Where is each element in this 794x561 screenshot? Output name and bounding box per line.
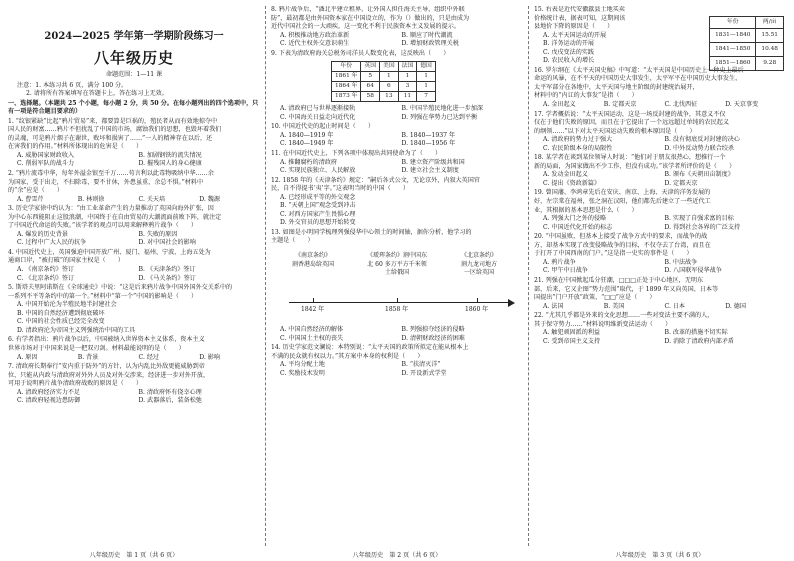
option-b[interactable]: B. “天朝上国”观念受到冲击 (280, 202, 356, 210)
option-b[interactable]: B. 洋务运动的开展 (543, 40, 595, 48)
question-stem: 21. 列强在中国掀起瓜分狂潮，□□□正处于中心地区，无明东 (534, 276, 704, 284)
option-c[interactable]: C. 北伐西征 (664, 101, 698, 109)
question-stem: 其于保守势力……”材料说明维新变法运动（ ） (534, 320, 672, 328)
option-b[interactable]: B. 改革的措施不切实际 (664, 329, 728, 337)
exam-scope: 命题范围：1—11 课 (105, 71, 163, 78)
option-a[interactable]: A. 中国开始沦为半殖民地半封建社会 (17, 301, 117, 309)
option-c[interactable]: C. 《北京条约》签订 (17, 274, 75, 282)
question-6 (8, 336, 260, 362)
option-a[interactable]: A. 中国自然经济的解体 (280, 326, 344, 334)
option-d[interactable]: D. 开设新式学堂 (401, 369, 447, 377)
question-stem: 6. 有学者指出：鸦片战争以后，中国被纳入世界资本主义体系，资本主义 (8, 336, 205, 344)
question-stem: 了中国近代命运的失败。”该学者的观点可以用来解释鸦片战争（ ） (8, 222, 197, 230)
option-c[interactable]: C. 农民阶级本身的局限性 (543, 144, 613, 152)
timeline-event-text: 《南京条约》 (294, 252, 331, 260)
option-c[interactable]: C. 提出《资政新篇》 (543, 179, 601, 187)
option-c[interactable]: C. 清政府轻视边患防御 (17, 397, 81, 405)
option-b[interactable]: B. 背景 (77, 353, 99, 361)
option-d[interactable]: D. 武器落后，装备松弛 (138, 397, 202, 405)
option-d[interactable]: D. 摧残国人的身心健康 (138, 160, 202, 168)
question-stem: 世界市场对于中国来说是一把双刃剑。材料最能说明的是（ ） (8, 344, 185, 352)
table-cell: 10.48 (756, 43, 784, 57)
table-row (332, 72, 436, 82)
question-stem: 的纲领……”以下对太平天国运动失败的根本原因是（ ） (534, 127, 696, 135)
question-stem: 仅在于他们失败的原因，而且在于它提出了一个远远超过单纯的农民起义 (534, 119, 729, 127)
table-cell: 13 (380, 92, 399, 102)
option-c[interactable]: C. 削弱军队的战斗力 (17, 160, 75, 168)
note-line: 注意：1. 本练习共 6 页，满分 100 分。 (17, 81, 128, 89)
table-header: 德国 (417, 62, 436, 72)
option-c[interactable]: C. 甲午中日战争 (543, 267, 588, 275)
option-a[interactable]: A. 1840—1919 年 (280, 131, 334, 139)
option-b[interactable]: B. 清政府怀有侥幸心理 (138, 388, 202, 396)
table-cell: 64 (361, 82, 380, 92)
timeline-event-text: 割九龙司地方 (460, 260, 497, 268)
table-cell: 3 (398, 82, 417, 92)
option-d[interactable]: D. 对中国社会的影响 (138, 239, 196, 247)
question-stem: 16. 罗尔纲在《太平天国史稿》中写道：“太平天国是中国历史上一种史上最后 (534, 66, 744, 74)
table-cell: 1 (398, 72, 417, 82)
option-d[interactable]: D. 德国 (725, 302, 746, 310)
timeline-tick (313, 298, 314, 303)
question-4 (8, 249, 260, 283)
question-stem: 7. 清政府长期奉行“安内重于防外”的方针，认为内乱比外敌更能威胁到帝 (8, 363, 205, 371)
question-stem: 县地价下降的原因是（ ） (534, 23, 614, 31)
table-cell: 1 (417, 82, 436, 92)
timeline-event-text: 土给俄国 (384, 269, 409, 277)
question-stem: 10. 中国近代史的起止时间是（ ） (271, 123, 375, 131)
section-heading: 一、选择题。（本题共 25 个小题，每小题 2 分，共 50 分。在每小题列出的四个选项中，只有一项是符合题目要求的） (8, 99, 259, 116)
question-stem: 4. 中国近代史上，英国强迫中国开放广州、厦门、福州、宁波、上海五处为 (8, 248, 211, 256)
exam-subject-title: 八年级历史 (93, 49, 174, 67)
option-d[interactable]: D. 增加财政管理关税 (401, 40, 459, 48)
option-a[interactable]: A. 曹雪芹 (17, 195, 44, 203)
question-1 (8, 118, 260, 169)
option-b[interactable]: B. 1840—1937 年 (401, 131, 455, 139)
option-c[interactable]: C. 受到帝国主义支持 (543, 337, 601, 345)
column-divider-left (265, 6, 266, 546)
option-a[interactable]: A. 法国 (543, 302, 564, 310)
option-d[interactable]: D. 列强在华势力已达到平衡 (401, 113, 478, 121)
question-stem: 在害我们的作用。”材料所体现出的危害是（ ） (8, 143, 143, 151)
option-a[interactable]: A. 发动金田起义 (543, 171, 588, 179)
table-header-row (332, 62, 436, 72)
question-stem: 的“余”应是（ ） (8, 187, 63, 195)
timeline-event-text: 割香港岛给英国 (291, 260, 334, 268)
table-cell: 5 (361, 72, 380, 82)
option-c[interactable]: C. 戊戌变法的实践 (543, 48, 594, 56)
timeline-year: 1858 年 (385, 306, 409, 314)
question-stem: 于打开了中国西南的门户。”这是指一史实的事件是（ ） (534, 250, 693, 258)
question-8 (271, 6, 523, 49)
option-a[interactable]: A. 积极推动地方政治革新 (280, 31, 350, 39)
option-c[interactable]: C. 中国海关日益走向近代化 (280, 113, 356, 121)
option-c[interactable]: C. 1840—1949 年 (280, 140, 334, 148)
question-stem: 3. 历史学家徐中约认为：“由工业革命产生的力量推动了英国向海外扩张，因 (8, 205, 214, 213)
option-d[interactable]: D. 外交官员的思想开始转变 (280, 219, 356, 227)
column-divider-right (528, 6, 529, 546)
option-a[interactable]: A. 太平天国运动的开展 (543, 31, 607, 39)
question-stem: 防”，最初都是由外国资本家在中国设立的，作为（）做出的，只是由成为 (271, 14, 470, 22)
option-c[interactable]: C. 过程中广大人民的抗争 (17, 239, 87, 247)
option-d[interactable]: D. 得到社会各界的广泛支持 (664, 223, 741, 231)
table-cell: 1831—1840 (710, 29, 756, 43)
table-row (710, 29, 784, 43)
table-cell: 1841—1850 (710, 43, 756, 57)
question-stem: 部，后来，它又企图“势力范围”取代，于 1899 年又向英国、日本等 (534, 285, 719, 293)
question-14 (271, 344, 523, 378)
option-d[interactable]: D. 建立社会主义制度 (401, 167, 459, 175)
table-cell: 1861 年 (332, 72, 361, 82)
option-d[interactable]: D. 魏源 (199, 195, 220, 203)
question-15 (534, 6, 786, 66)
timeline-arrow-icon (508, 299, 515, 307)
option-a[interactable]: A. 平均分配土地 (280, 361, 325, 369)
table-header: 两/亩 (756, 17, 784, 29)
table-cell: 11 (398, 92, 417, 102)
option-a[interactable]: A. 原因 (17, 353, 38, 361)
option-b[interactable]: B. 建立资产阶级共和国 (401, 158, 465, 166)
option-b[interactable]: B. 《天津条约》签订 (138, 266, 196, 274)
option-b[interactable]: B. 中法战争 (664, 258, 698, 266)
page-column-1 (8, 6, 260, 554)
option-c[interactable]: C. 日本 (664, 302, 686, 310)
question-stem: 业，其根据的基本思想是什么（ ） (534, 206, 638, 214)
option-b[interactable]: B. 实现了自强求富的目标 (664, 215, 734, 223)
timeline-tick (477, 298, 478, 303)
table-cell: 6 (380, 82, 399, 92)
timeline-event-1 (283, 252, 343, 269)
table-row (332, 92, 436, 102)
table-header-row (710, 17, 784, 29)
option-b[interactable]: B. “扶清灭洋” (401, 361, 441, 369)
option-c[interactable]: C. 中国近代化开始的标志 (543, 223, 613, 231)
question-stem: 11. 在中国近代史上，下列各项中体现出共同使命为了（ ） (271, 150, 442, 158)
timeline-year: 1860 年 (465, 306, 489, 314)
question-stem: 15. 右表是近代安徽歙县土地买卖 (534, 6, 625, 13)
table-cell: 1 (380, 72, 399, 82)
question-10 (271, 123, 523, 149)
option-b[interactable]: B. 加剧钢铁的流失情况 (138, 151, 202, 159)
option-d[interactable]: D. 农民收入的增长 (543, 57, 595, 65)
question-9 (271, 50, 523, 123)
option-c[interactable]: C. 关天培 (138, 195, 166, 203)
table-cell: 58 (361, 92, 380, 102)
timeline-axis (289, 302, 509, 303)
option-b[interactable]: B. 林则徐 (77, 195, 105, 203)
question-stem: 不满的民众就有权以力。”其方案中本身的权利是（ ） (271, 352, 424, 360)
option-b[interactable]: B. 顺应了时代潮流 (401, 31, 453, 39)
question-17 (534, 111, 786, 154)
question-22 (534, 312, 786, 346)
timeline-event-text: 《瑷珲条约》割中国东 (366, 252, 427, 260)
timeline-year: 1842 年 (301, 306, 325, 314)
option-a[interactable]: A. 触犯顽固派的利益 (543, 329, 601, 337)
note-line: 2. 请将所有答案填写在答题卡上，答在练习上无效。 (26, 90, 168, 98)
question-13 (271, 229, 523, 343)
option-d[interactable]: D. 清政府沦为帝国主义列强统治中国的工具 (17, 326, 136, 334)
question-11 (271, 150, 523, 176)
question-stem: 12. 1858 年的《天津条约》规定：“嗣后各式公文，无论京外，内叙大英国官 (271, 176, 480, 184)
page-column-3 (534, 6, 786, 554)
question-stem: 价格统计表，据表可知，这期间该 (534, 14, 626, 22)
question-stem: 2. “鸦片流毒中华，每年外溢金银至千万……苟言利以此毒物吸纳中华……余 (8, 170, 214, 178)
page-column-2 (271, 6, 523, 554)
question-stem: 20. “中国虽败，但基本上接受了战争方式中的要求，而战争的战 (534, 233, 708, 241)
question-stem: 14. 历史学家范文澜说：本特别说：“太平天国的政策所拟定在能从根本上 (271, 344, 469, 352)
page-footer-2: 八年级历史 第 2 页（共 6 页） (352, 552, 442, 559)
option-b[interactable]: B. 颁布《天朝田亩制度》 (664, 171, 734, 179)
option-b[interactable]: B. 列强掠夺经济的侵略 (401, 326, 465, 334)
table-cell: 1873 年 (332, 92, 361, 102)
option-a[interactable]: A. 爆发的历史背景 (17, 230, 68, 238)
option-a[interactable]: A. 已经形成平等的外交观念 (280, 193, 356, 201)
table-header: 年份 (332, 62, 361, 72)
question-stem: 民，自不得提书‘夷’字。”这表明当时的中国（ ） (271, 185, 410, 193)
question-stem: 5. 斯塔夫里阿诺斯在《全球通史》中说：“这是后来鸦片战争中国外国外交关系中的 (8, 284, 233, 292)
option-d[interactable]: D. 定都天京 (664, 179, 698, 187)
table-cell: 7 (417, 92, 436, 102)
question-stem: 主题是（ ） (271, 237, 314, 245)
option-b[interactable]: B. 没有彻底反对封建的决心 (664, 136, 740, 144)
option-b[interactable]: B. 中国半殖民地化进一步加深 (401, 105, 483, 113)
option-d[interactable]: D. 消除了清政府内部矛盾 (664, 337, 734, 345)
table-row (332, 82, 436, 92)
question-stem: 国提出“门户开放”政策，“□□”应是（ ） (534, 294, 656, 302)
option-d[interactable]: D. 清朝财政经济的困难 (401, 334, 465, 342)
table-header: 年份 (710, 17, 756, 29)
question-stem: 1. “纹银紧缺”比起“鸦片贸易”来，都要算是巨祸的，殖民者从而有效地掠夺中 (8, 117, 218, 125)
option-b[interactable]: B. 中国的自然经济遭到彻底破坏 (17, 309, 105, 317)
question-stem: 国人民的财富……鸦片不但扰乱了中国的市场，腐蚀我们的思想，也毁坏着我们 (8, 126, 222, 134)
table-header: 美国 (380, 62, 399, 72)
question-5 (8, 284, 260, 335)
timeline-event-text: 《北京条约》 (460, 252, 497, 260)
table-header: 英国 (361, 62, 380, 72)
timeline-event-2 (355, 252, 439, 278)
option-a[interactable]: A. 威胁国家财政收入 (17, 151, 75, 159)
question-stem: 新的局面，为国家做出不少工作，但没有成功。”该学者所评价的是（ ） (534, 162, 736, 170)
question-stem: 的灵魂，可是鸦片烟子在谢世，败坏和损害了……”一人的精神存在以后，还 (8, 134, 213, 142)
question-stem: 18. 某学者在谈到某位领导人时说：“他们对于朋友很热心，想推行一个 (534, 154, 726, 162)
option-a[interactable]: A. 列强大门之外的侵略 (543, 215, 607, 223)
question-stem: 19. 曾国藩、李鸿章先后在安庆、南京、上海、天津的洋务发展的 (534, 189, 711, 197)
question-stem: 好，左宗棠在福州，张之洞在汉阳，他们都先后建立了一些近代工 (534, 198, 711, 206)
option-a[interactable]: A. 鸦片战争 (543, 258, 576, 266)
page-footer-3: 八年级历史 第 3 页（共 6 页） (615, 552, 705, 559)
timeline-tick (397, 298, 398, 303)
question-stem: 方，却基本实现了改变侵略战争的目标，不仅夺去了台湾，而且在 (534, 241, 711, 249)
option-b[interactable]: B. 定都天京 (603, 101, 637, 109)
table-header: 法国 (398, 62, 417, 72)
option-a[interactable]: A. 清政府的势力过于强大 (543, 136, 613, 144)
option-a[interactable]: A. 清政府经济实力不足 (17, 388, 81, 396)
question-stem: 22. “尤其几乎都是外来的文化思想……一些对变法主要不满的人， (534, 312, 714, 320)
timeline-event-text: 北 60 多万平方千米领 (367, 260, 427, 268)
option-a[interactable]: A. 清政府已与世界逐渐接轨 (280, 105, 356, 113)
option-c[interactable]: C. 近代主权外交意识萌生 (280, 40, 350, 48)
option-d[interactable]: D. 影响 (199, 353, 220, 361)
question-2 (8, 170, 260, 204)
table-cell: 1864 年 (332, 82, 361, 92)
question-stem: 太平军部分在各地中，太平天国与地主阶级的封建统治展开， (534, 83, 699, 91)
question-20 (534, 233, 786, 276)
timeline-event-3 (447, 252, 511, 278)
option-c[interactable]: C. 中国的社会性质已经完全改变 (17, 318, 105, 326)
table-cell: 15.51 (756, 29, 784, 43)
option-a[interactable]: A. 《南京条约》签订 (17, 266, 75, 274)
exam-year-title: 2024—2025 学年第一学期阶段练习一 (44, 31, 224, 42)
question-stem: 为中心东西能阻止这股浪潮，中国终于在自由贸易的大潮流面前败下阵，就注定 (8, 213, 222, 221)
land-price-table (709, 16, 784, 71)
question-stem: 可用于说明鸦片战争清政府战败的原因是（ ） (8, 380, 143, 388)
question-7 (8, 363, 260, 406)
question-stem: 近代中国社会的一大顽疾，这一变化不利于民族资本主义发展的提示。 (271, 23, 460, 31)
option-c[interactable]: C. 实现民族独立、人民解放 (280, 167, 356, 175)
question-12 (271, 177, 523, 228)
question-3 (8, 205, 260, 248)
option-b[interactable]: B. 美国 (603, 302, 625, 310)
question-stem: 17. 学者概括说：“太平天国运动，这是一场反封建的战争，其意义不仅 (534, 110, 726, 118)
option-c[interactable]: C. 经过 (138, 353, 160, 361)
option-b[interactable]: B. 失败的原因 (138, 230, 178, 238)
table-row (710, 43, 784, 57)
personnel-table (331, 61, 436, 102)
territory-timeline (277, 248, 517, 344)
option-d[interactable]: D. 八国联军侵华战争 (664, 267, 722, 275)
question-stem: 为国家，受于出走，不扫除毒，要不甘休，外患虽重，余总不惧。”材料中 (8, 178, 204, 186)
option-c[interactable]: C. 对西方国家产生畏惧心理 (280, 210, 356, 218)
question-stem: 命运的风暴，在不平天的中国历史大事发生，太平军平在中国历史大事发生， (534, 75, 742, 83)
question-21 (534, 277, 786, 311)
page-footer-1: 八年级历史 第 1 页（共 6 页） (89, 552, 179, 559)
question-stem: 材料中的“内讧的大事发”是指（ ） (534, 92, 638, 100)
question-stem: 9. 下表为清政府海关总税务司洋员人数变化表，这反映出（ ） (271, 49, 450, 57)
table-row (710, 57, 784, 71)
timeline-event-text: 一区给英国 (463, 269, 494, 277)
question-stem: 一系列不平等条约中的第一个。”材料中“第一个”中国的影响是（ ） (8, 292, 198, 300)
option-d[interactable]: D. 《马关条约》签订 (138, 274, 196, 282)
option-d[interactable]: D. 1840—1956 年 (401, 140, 456, 148)
question-stem: 通商口岸，“被打破”的国家主权是（ ） (8, 257, 124, 265)
table-cell: 1851—1860 (710, 57, 756, 71)
table-cell: 1 (417, 72, 436, 82)
option-c[interactable]: C. 中国国土主权的丧失 (280, 334, 344, 342)
question-stem: 位，只能从内政与清政府对外外人员及对外交涉来，经济进一步对外开放， (8, 371, 210, 379)
option-a[interactable]: A. 金田起义 (543, 101, 576, 109)
question-18 (534, 154, 786, 188)
question-16 (534, 67, 786, 110)
option-c[interactable]: C. 奖励技术发明 (280, 369, 325, 377)
question-stem: 8. 鸦片战争后，“潘北平建立租界，让外国人担任海关主导，组织中外联 (271, 6, 465, 13)
question-19 (534, 189, 786, 232)
option-a[interactable]: A. 推翻腐朽的清政府 (280, 158, 338, 166)
question-stem: 13. 如图是小明同学梳理列强侵华中心领土的时间轴，据你分析，他学习的 (271, 228, 472, 236)
table-cell: 9.28 (756, 57, 784, 71)
option-d[interactable]: D. 中外反动势力联合绞杀 (664, 144, 734, 152)
option-d[interactable]: D. 天京事变 (725, 101, 759, 109)
